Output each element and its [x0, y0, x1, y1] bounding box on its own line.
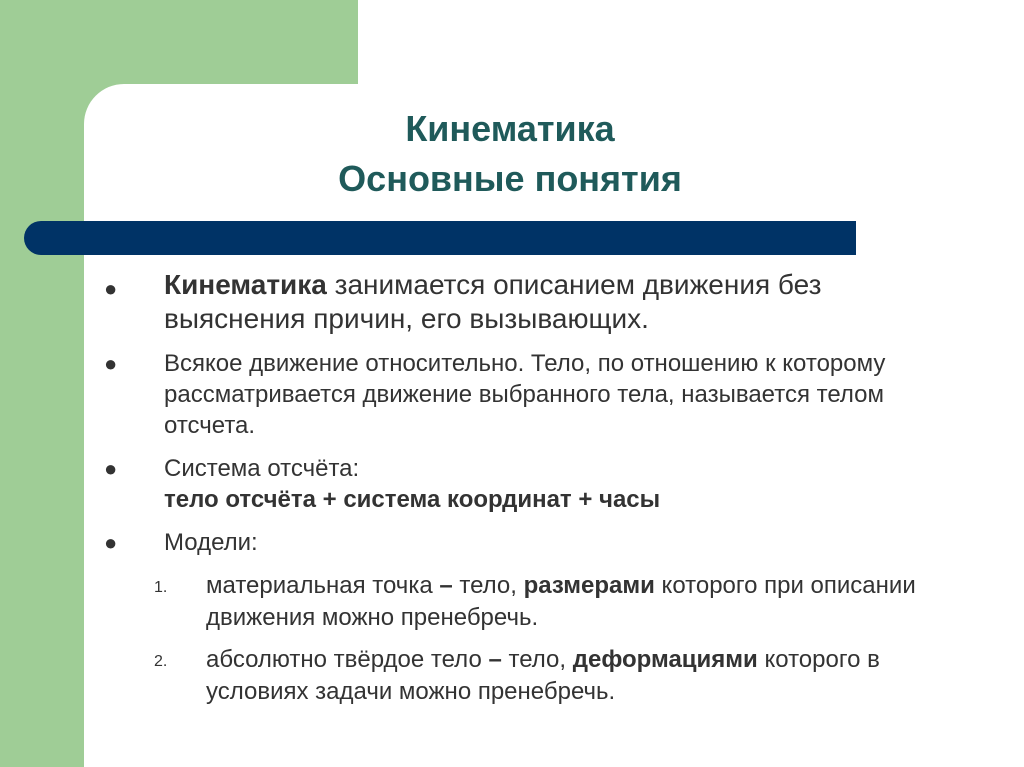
- numbered-item: [100, 644, 940, 708]
- bullet-dot-icon: ●: [104, 351, 118, 376]
- bullet-item: [100, 453, 940, 515]
- bullet-dot-icon: ●: [104, 530, 118, 555]
- slide-content: [100, 268, 940, 718]
- item-bold-term: деформациями: [572, 646, 758, 673]
- title-line-2: Основные понятия: [338, 158, 682, 199]
- title-line-1: Кинематика: [405, 108, 615, 149]
- item-text-part3: которого в условиях задачи можно пренебречь.: [206, 646, 880, 705]
- bullet-dot-icon: ●: [104, 456, 118, 481]
- item-number: 1.: [154, 579, 168, 596]
- numbered-sub-list: [100, 570, 940, 708]
- item-dash: –: [488, 646, 502, 673]
- bullet-text: Модели:: [164, 529, 258, 556]
- slide-title: [300, 104, 720, 204]
- item-dash: –: [439, 572, 453, 599]
- item-text-part3: которого при описании движения можно пренебречь.: [206, 572, 916, 631]
- bullet-item: [100, 348, 940, 441]
- bold-term: Кинематика: [164, 269, 327, 300]
- bullet-text: Система отсчёта:: [164, 455, 360, 482]
- bullet-rest: занимается описанием движения без выяснения причин, его вызывающих.: [164, 269, 822, 334]
- bullet-text: [164, 269, 821, 334]
- title-divider-bar: [24, 221, 856, 255]
- item-text-part2: тело,: [452, 572, 524, 599]
- item-text-part1: абсолютно твёрдое тело: [206, 646, 489, 673]
- bullet-dot-icon: ●: [104, 276, 118, 301]
- item-number: 2.: [154, 653, 168, 670]
- bullet-text: Всякое движение относительно. Тело, по отношению к которому рассматривается движение выбранного тела, называется телом отсчета.: [164, 350, 886, 439]
- item-text-part1: материальная точка: [206, 572, 440, 599]
- bullet-bold-line: тело отсчёта + система координат + часы: [164, 486, 661, 513]
- numbered-item: [100, 570, 940, 634]
- item-text-part2: тело,: [501, 646, 573, 673]
- bullet-item: [100, 527, 940, 558]
- item-bold-term: размерами: [523, 572, 655, 599]
- bullet-item: [100, 268, 940, 336]
